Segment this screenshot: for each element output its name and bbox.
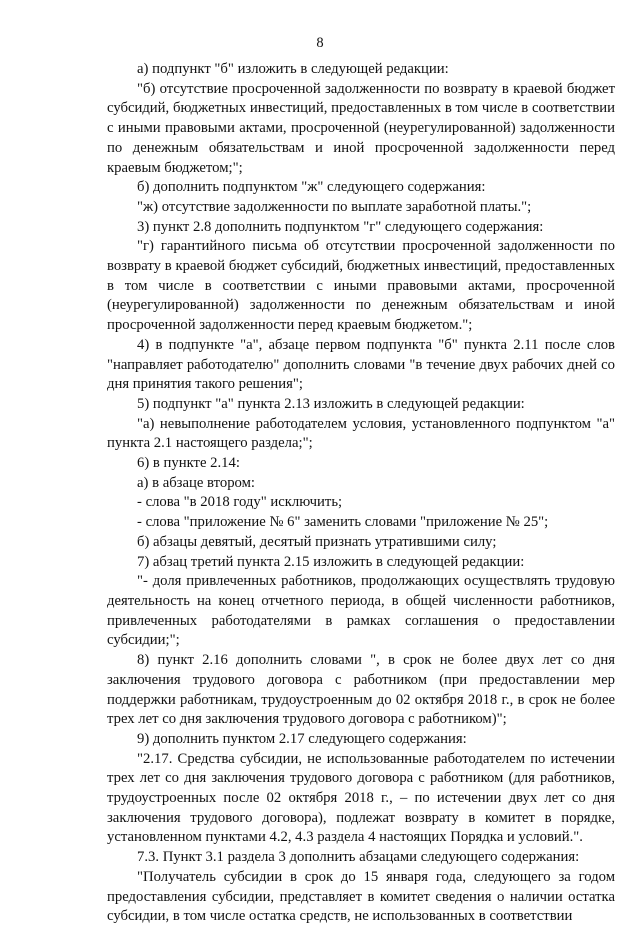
paragraph: 4) в подпункте "а", абзаце первом подпункта "б" пункта 2.11 после слов "направляет работодателю" дополнить словами "в течение двух рабочих дней со дня принятия такого решения"; xyxy=(107,336,615,393)
paragraph: "2.17. Средства субсидии, не использованные работодателем по истечении трех лет со дня заключения трудового договора с работником (для работников, трудоустроенных после 02 октября 2018 г., – по истечении двух лет со дня заключения трудового договора), подлежат возврату в комитет в порядке, установленном пунктами 4.2, 4.3 раздела 4 настоящих Порядка и условий.". xyxy=(107,750,615,846)
paragraph: 7) абзац третий пункта 2.15 изложить в следующей редакции: xyxy=(137,553,525,570)
paragraph: а) в абзаце втором: xyxy=(137,474,255,491)
paragraph: 6) в пункте 2.14: xyxy=(137,455,240,472)
paragraph: - слова "в 2018 году" исключить; xyxy=(137,494,343,511)
paragraph: "а) невыполнение работодателем условия, установленного подпунктом "а" пункта 2.1 настоящего раздела;"; xyxy=(107,415,615,452)
paragraph: 8) пункт 2.16 дополнить словами ", в срок не более двух лет со дня заключения трудового договора с работником (при предоставлении мер поддержки работникам, трудоустроенным до 02 октября 2018 г., в срок не более трех лет со дня заключения трудового договора с работником)"; xyxy=(107,652,615,728)
paragraph: "г) гарантийного письма об отсутствии просроченной задолженности по возврату в краевой бюджет субсидий, бюджетных инвестиций, предоставленных в том числе в соответствии с иными правовыми актами, просроченной (неурегулированной) задолженности по денежным обязательствам и иной просроченной задолженности перед краевым бюджетом."; xyxy=(107,238,615,334)
paragraph: а) подпункт "б" изложить в следующей редакции: xyxy=(137,61,449,77)
paragraph: б) дополнить подпунктом "ж" следующего содержания: xyxy=(137,179,486,196)
paragraph: 5) подпункт "а" пункта 2.13 изложить в следующей редакции: xyxy=(137,395,525,412)
paragraph: "- доля привлеченных работников, продолжающих осуществлять трудовую деятельность на конец отчетного периода, в общей численности работников, привлеченных работодателями в рамках соглашения о предоставлении субсидии;"; xyxy=(107,573,615,649)
paragraph: 3) пункт 2.8 дополнить подпунктом "г" следующего содержания: xyxy=(137,218,544,235)
paragraph: - слова "приложение № 6" заменить словами "приложение № 25"; xyxy=(137,514,549,531)
paragraph: 7.3. Пункт 3.1 раздела 3 дополнить абзацами следующего содержания: xyxy=(137,849,580,866)
paragraph: "б) отсутствие просроченной задолженности по возврату в краевой бюджет субсидий, бюджетных инвестиций, предоставленных в том числе в соответствии с иными правовыми актами, просроченной (неурегулированной) задолженности по денежным обязательствам и иной просроченной задолженности перед краевым бюджетом;"; xyxy=(107,80,615,176)
paragraph: 9) дополнить пунктом 2.17 следующего содержания: xyxy=(137,730,467,747)
page-number: 8 xyxy=(316,35,324,51)
paragraph: б) абзацы девятый, десятый признать утратившими силу; xyxy=(137,533,497,550)
document-body xyxy=(107,60,615,927)
paragraph: "ж) отсутствие задолженности по выплате заработной платы."; xyxy=(137,198,532,215)
paragraph: "Получатель субсидии в срок до 15 января года, следующего за годом предоставления субсидии, представляет в комитет сведения о наличии остатка субсидии, в том числе остатка средств, не использованных в соответствии xyxy=(107,868,615,925)
